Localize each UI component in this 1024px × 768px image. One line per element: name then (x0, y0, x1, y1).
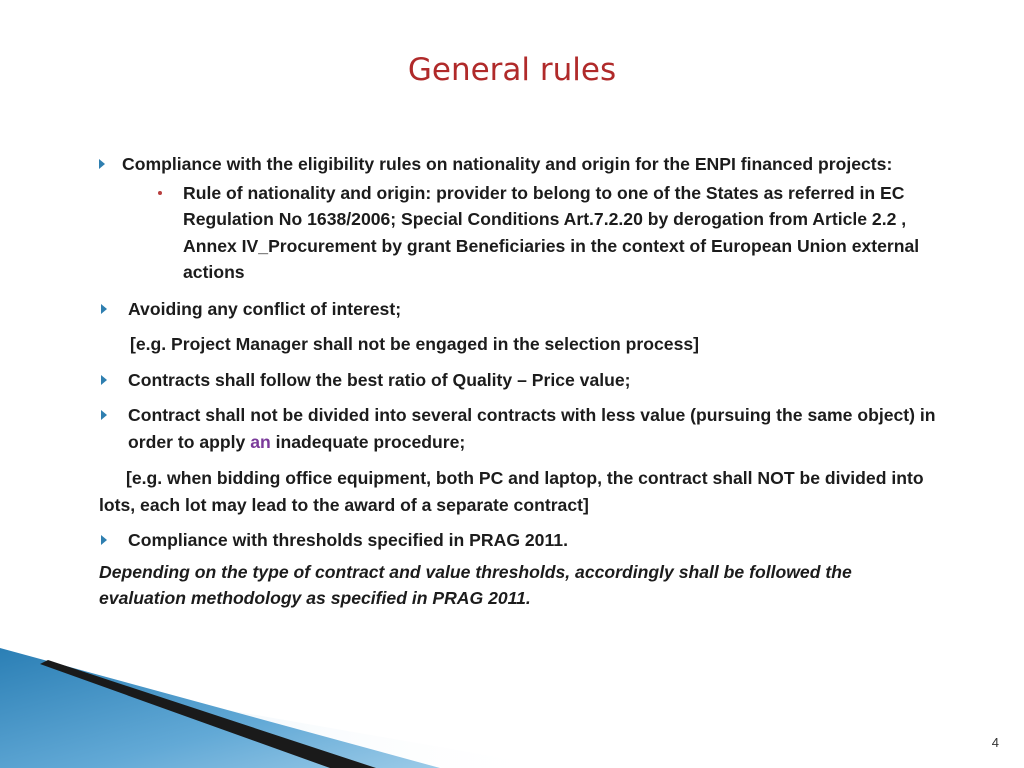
bullet-conflict-text: Avoiding any conflict of interest; (128, 298, 402, 319)
note-office-equipment-text: [e.g. when bidding office equipment, both PC and laptop, the contract shall NOT be divided into lots, each lot may lead to the award of a separate contract] (99, 468, 924, 515)
bullet-no-division-text-end: inadequate procedure; (270, 431, 466, 452)
note-project-manager-text: [e.g. Project Manager shall not be engaged in the selection process] (130, 334, 699, 354)
bullet-thresholds-text: Compliance with thresholds specified in PRAG 2011. (128, 530, 568, 550)
slide-title: General rules (407, 52, 617, 88)
evaluation-note-text: Depending on the type of contract and value thresholds, accordingly shall be followed the evaluation methodology as specified in PRAG 2011. (99, 561, 852, 608)
page-number: 4 (991, 735, 999, 750)
sub-bullet-nationality-text: Rule of nationality and origin: provider to belong to one of the States as referred in EC Regulation No 1638/2006; Special Conditions Art.7.2.20 by derogation from Article 2.2 , Annex IV_Procurement by grant Beneficiaries in the context of European Union external actions (183, 182, 920, 282)
bullet-quality-price-text: Contracts shall follow the best ratio of Quality – Price value; (128, 369, 631, 390)
bullet-no-division-text: Contract shall not be divided into several contracts with less value (pursuing the same object) in order to apply (128, 405, 936, 452)
highlight-word: an (250, 431, 271, 452)
bullet-eligibility-text: Compliance with the eligibility rules on nationality and origin for the ENPI financed projects: (122, 154, 893, 174)
